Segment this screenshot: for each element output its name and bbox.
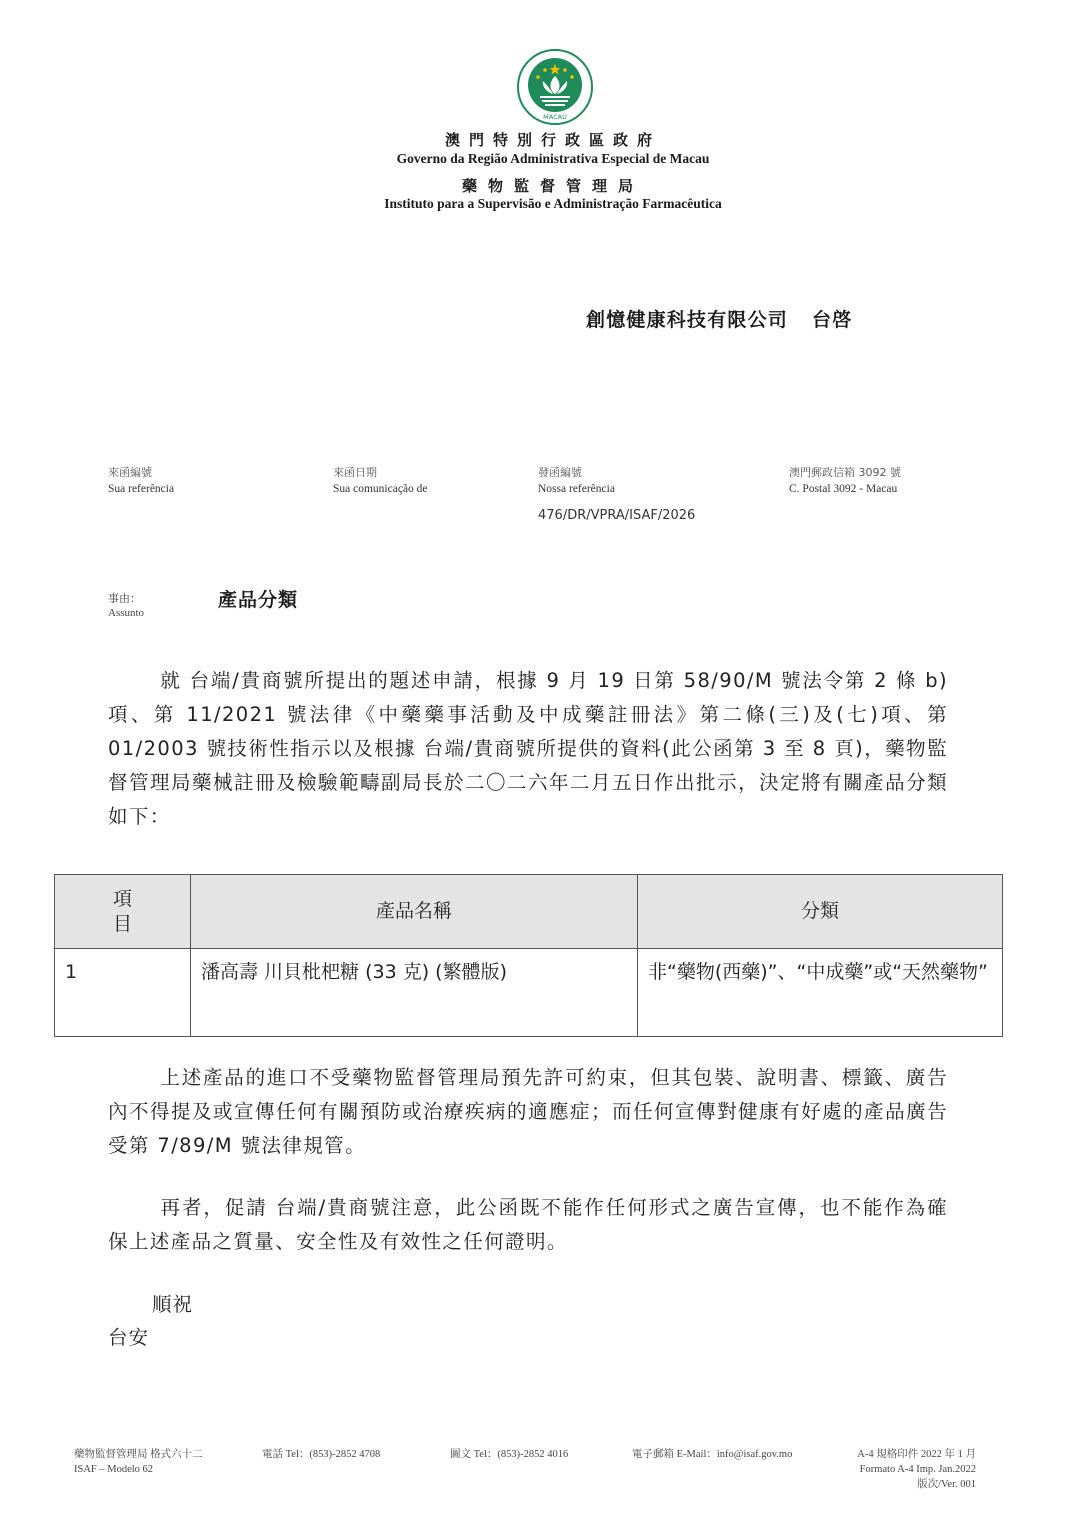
footer-format-info (820, 1447, 976, 1492)
their-date-label-zh: 來函日期 (333, 466, 377, 479)
cell-product-name: 潘高壽 川貝枇杷糖 (33 克) (繁體版) (191, 949, 638, 1037)
footer-format-pt: Formato A-4 Imp. Jan.2022 (859, 1464, 976, 1475)
recipient-greeting: 台啓 (812, 309, 853, 331)
table-header-row (55, 875, 1003, 949)
our-reference-value: 476/DR/VPRA/ISAF/2026 (538, 508, 696, 523)
their-date-block (333, 465, 428, 497)
footer-telephone: 電話 Tel：(853)-2852 4708 (262, 1449, 381, 1460)
body-paragraph-1-text: 就 台端/貴商號所提出的題述申請，根據 9 月 19 日第 58/90/M 號法令第 2 條 b)項、第 11/2021 號法律《中藥藥事活動及中成藥註冊法》第二條(三)及(七)項、第 01/2003 號技術性指示以及根據 台端/貴商號所提供的資料(此公函第 3 至 8 頁)，藥物監督管理局藥械註冊及檢驗範疇副局長於二〇二六年二月五日作出批示，決定將有關產品分類如下： (108, 669, 948, 828)
svg-text:MACAU: MACAU (543, 113, 567, 121)
closing-wish: 台安 (108, 1326, 150, 1349)
cell-classification: 非“藥物(西藥)”、“中成藥”或“天然藥物” (638, 949, 1003, 1037)
header-product-name: 產品名稱 (191, 875, 638, 949)
footer-form-info (74, 1447, 203, 1477)
their-date-label-pt: Sua comunicação de (333, 483, 428, 495)
cell-item: 1 (55, 949, 191, 1037)
postal-box-zh: 澳門郵政信箱 3092 號 (789, 466, 901, 479)
agency-name-portuguese: Instituto para a Supervisão e Administração Farmacêutica (384, 196, 722, 211)
subject-label-pt: Assunto (108, 607, 145, 619)
recipient-company: 創憶健康科技有限公司 (586, 309, 789, 331)
body-paragraph-3-text: 再者，促請 台端/貴商號注意，此公函既不能作任何形式之廣告宣傳，也不能作為確保上述產品之質量、安全性及有效性之任何證明。 (108, 1196, 948, 1253)
footer-form-pt: ISAF – Modelo 62 (74, 1464, 154, 1475)
footer-format-zh: A-4 規格印件 2022 年 1 月 (857, 1449, 976, 1460)
footer-version: 版次/Ver. 001 (917, 1479, 976, 1490)
footer-form-zh: 藥物監督管理局 格式六十二 (74, 1449, 203, 1460)
body-paragraph-3 (108, 1191, 948, 1259)
government-name-portuguese: Governo da Região Administrativa Especial de Macau (396, 151, 710, 166)
their-reference-label-zh: 來函編號 (108, 466, 152, 479)
our-reference-label-pt: Nossa referência (538, 483, 615, 495)
subject-label-zh: 事由： (108, 592, 141, 605)
subject-label (108, 591, 144, 621)
body-paragraph-2 (108, 1061, 948, 1163)
government-name-chinese: 澳門特別行政區政府 (444, 131, 661, 149)
closing-salutation: 順祝 (152, 1293, 194, 1316)
recipient-line (586, 305, 852, 332)
our-reference-block (538, 465, 615, 497)
table-row (55, 949, 1003, 1037)
postal-box-block (789, 465, 901, 497)
macau-emblem-seal (516, 48, 594, 126)
footer-email: 電子郵箱 E-Mail：info@isaf.gov.mo (632, 1449, 793, 1460)
footer-fax: 圖文 Tel：(853)-2852 4016 (450, 1449, 569, 1460)
body-paragraph-1 (108, 664, 948, 834)
subject-title: 產品分類 (218, 589, 299, 611)
header-item: 項 目 (55, 875, 191, 949)
postal-box-pt: C. Postal 3092 - Macau (789, 483, 898, 495)
our-reference-label-zh: 發函編號 (538, 466, 582, 479)
their-reference-label-pt: Sua referência (108, 483, 175, 495)
product-classification-table (54, 874, 1003, 1037)
header-classification: 分類 (638, 875, 1003, 949)
agency-name-chinese: 藥物監督管理局 (461, 177, 644, 195)
body-paragraph-2-text: 上述產品的進口不受藥物監督管理局預先許可約束，但其包裝、說明書、標籤、廣告內不得提及或宣傳任何有關預防或治療疾病的適應症；而任何宣傳對健康有好處的產品廣告受第 7/89/M 號法律規管。 (108, 1066, 948, 1157)
their-reference-block (108, 465, 174, 497)
